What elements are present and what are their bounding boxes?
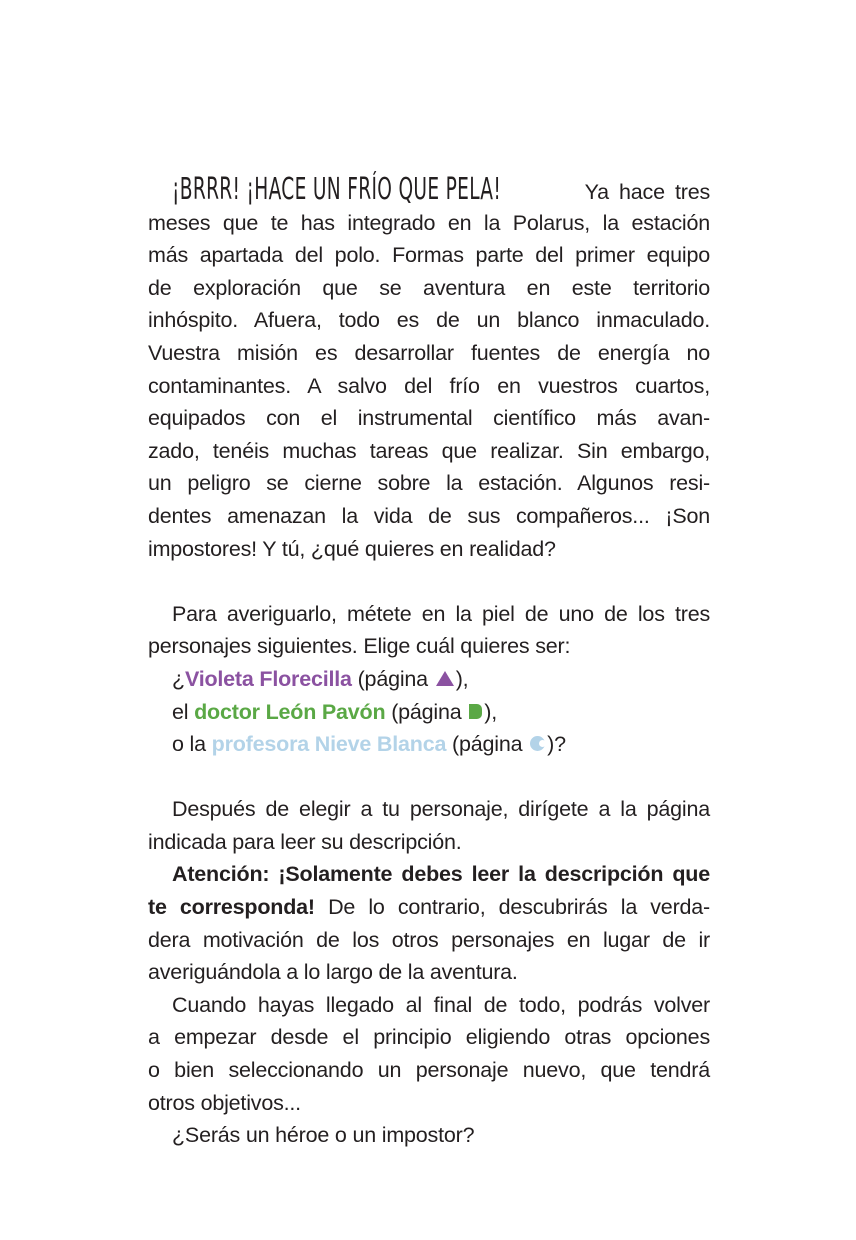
character-option-violeta <box>148 663 710 696</box>
text-fragment: (página <box>446 732 529 757</box>
text-line: zado, tenéis muchas tareas que realizar. Sin embargo, <box>148 438 710 463</box>
ending-paragraph <box>148 989 710 1152</box>
text-line: dentes amenazan la vida de sus compañeros... ¡Son <box>148 503 710 528</box>
text-fragment: )? <box>547 732 566 757</box>
text-fragment: (página <box>385 699 468 724</box>
text-fragment: Ya hace tres <box>584 180 710 204</box>
after-paragraph <box>148 793 710 858</box>
text-line: otros objetivos... <box>148 1090 301 1115</box>
page-body <box>148 174 710 1152</box>
text-line: de exploración que se aventura en este territorio <box>148 275 710 300</box>
character-name-nieve: profesora Nieve Blanca <box>211 732 447 757</box>
b-shape-icon <box>469 704 482 719</box>
closing-question: ¿Serás un héroe o un impostor? <box>172 1123 475 1148</box>
text-fragment: ), <box>455 666 469 691</box>
text-line: más apartada del polo. Formas parte del primer equipo <box>148 243 710 268</box>
text-line: meses que te has integrado en la Polarus, la estación <box>148 210 710 235</box>
text-line: indicada para leer su descripción. <box>148 829 462 854</box>
text-line: Para averiguarlo, métete en la piel de uno de los tres <box>172 601 710 626</box>
intro-title: ¡BRRR! ¡HACE UN FRÍO QUE PELA! <box>172 172 502 207</box>
text-line: a empezar desde el principio eligiendo otras opciones <box>148 1025 710 1050</box>
paragraph-gap <box>148 565 710 598</box>
text-line <box>148 891 710 924</box>
text-fragment: (página <box>351 666 434 691</box>
warning-bold-line: Atención: ¡Solamente debes leer la descripción que <box>172 862 710 887</box>
text-line: Después de elegir a tu personaje, dirígete a la página <box>172 797 710 822</box>
text-fragment: De lo contrario, descubrirás la verda- <box>314 895 711 920</box>
choose-paragraph <box>148 598 710 761</box>
text-line: un peligro se cierne sobre la estación. Algunos resi- <box>148 471 710 496</box>
text-fragment: o la <box>172 732 212 757</box>
text-fragment: ¿ <box>172 666 185 691</box>
text-line: personajes siguientes. Elige cuál quieres ser: <box>148 634 571 659</box>
character-option-nieve <box>148 728 710 761</box>
text-line: averiguándola a lo largo de la aventura. <box>148 960 518 985</box>
text-line: impostores! Y tú, ¿qué quieres en realidad? <box>148 536 556 561</box>
character-option-leon <box>148 696 710 729</box>
text-line <box>148 174 710 207</box>
text-line: dera motivación de los otros personajes en lugar de ir <box>148 927 710 952</box>
text-line: equipados con el instrumental científico más avan- <box>148 406 710 431</box>
text-line: Vuestra misión es desarrollar fuentes de energía no <box>148 340 710 365</box>
warning-bold-text: te corresponda! <box>148 895 315 920</box>
text-fragment: ), <box>484 699 498 724</box>
text-line: contaminantes. A salvo del frío en vuestros cuartos, <box>148 373 710 398</box>
text-line: Cuando hayas llegado al final de todo, podrás volver <box>172 992 710 1017</box>
paragraph-gap <box>148 761 710 794</box>
text-fragment: el <box>172 699 195 724</box>
c-shape-icon <box>530 736 545 751</box>
warning-paragraph <box>148 858 710 988</box>
text-line: o bien seleccionando un personaje nuevo, que tendrá <box>148 1058 710 1083</box>
intro-paragraph <box>148 174 710 565</box>
triangle-icon <box>436 671 454 686</box>
text-line: inhóspito. Afuera, todo es de un blanco inmaculado. <box>148 308 710 333</box>
character-name-leon: doctor León Pavón <box>194 699 386 724</box>
character-name-violeta: Violeta Florecilla <box>184 666 352 691</box>
